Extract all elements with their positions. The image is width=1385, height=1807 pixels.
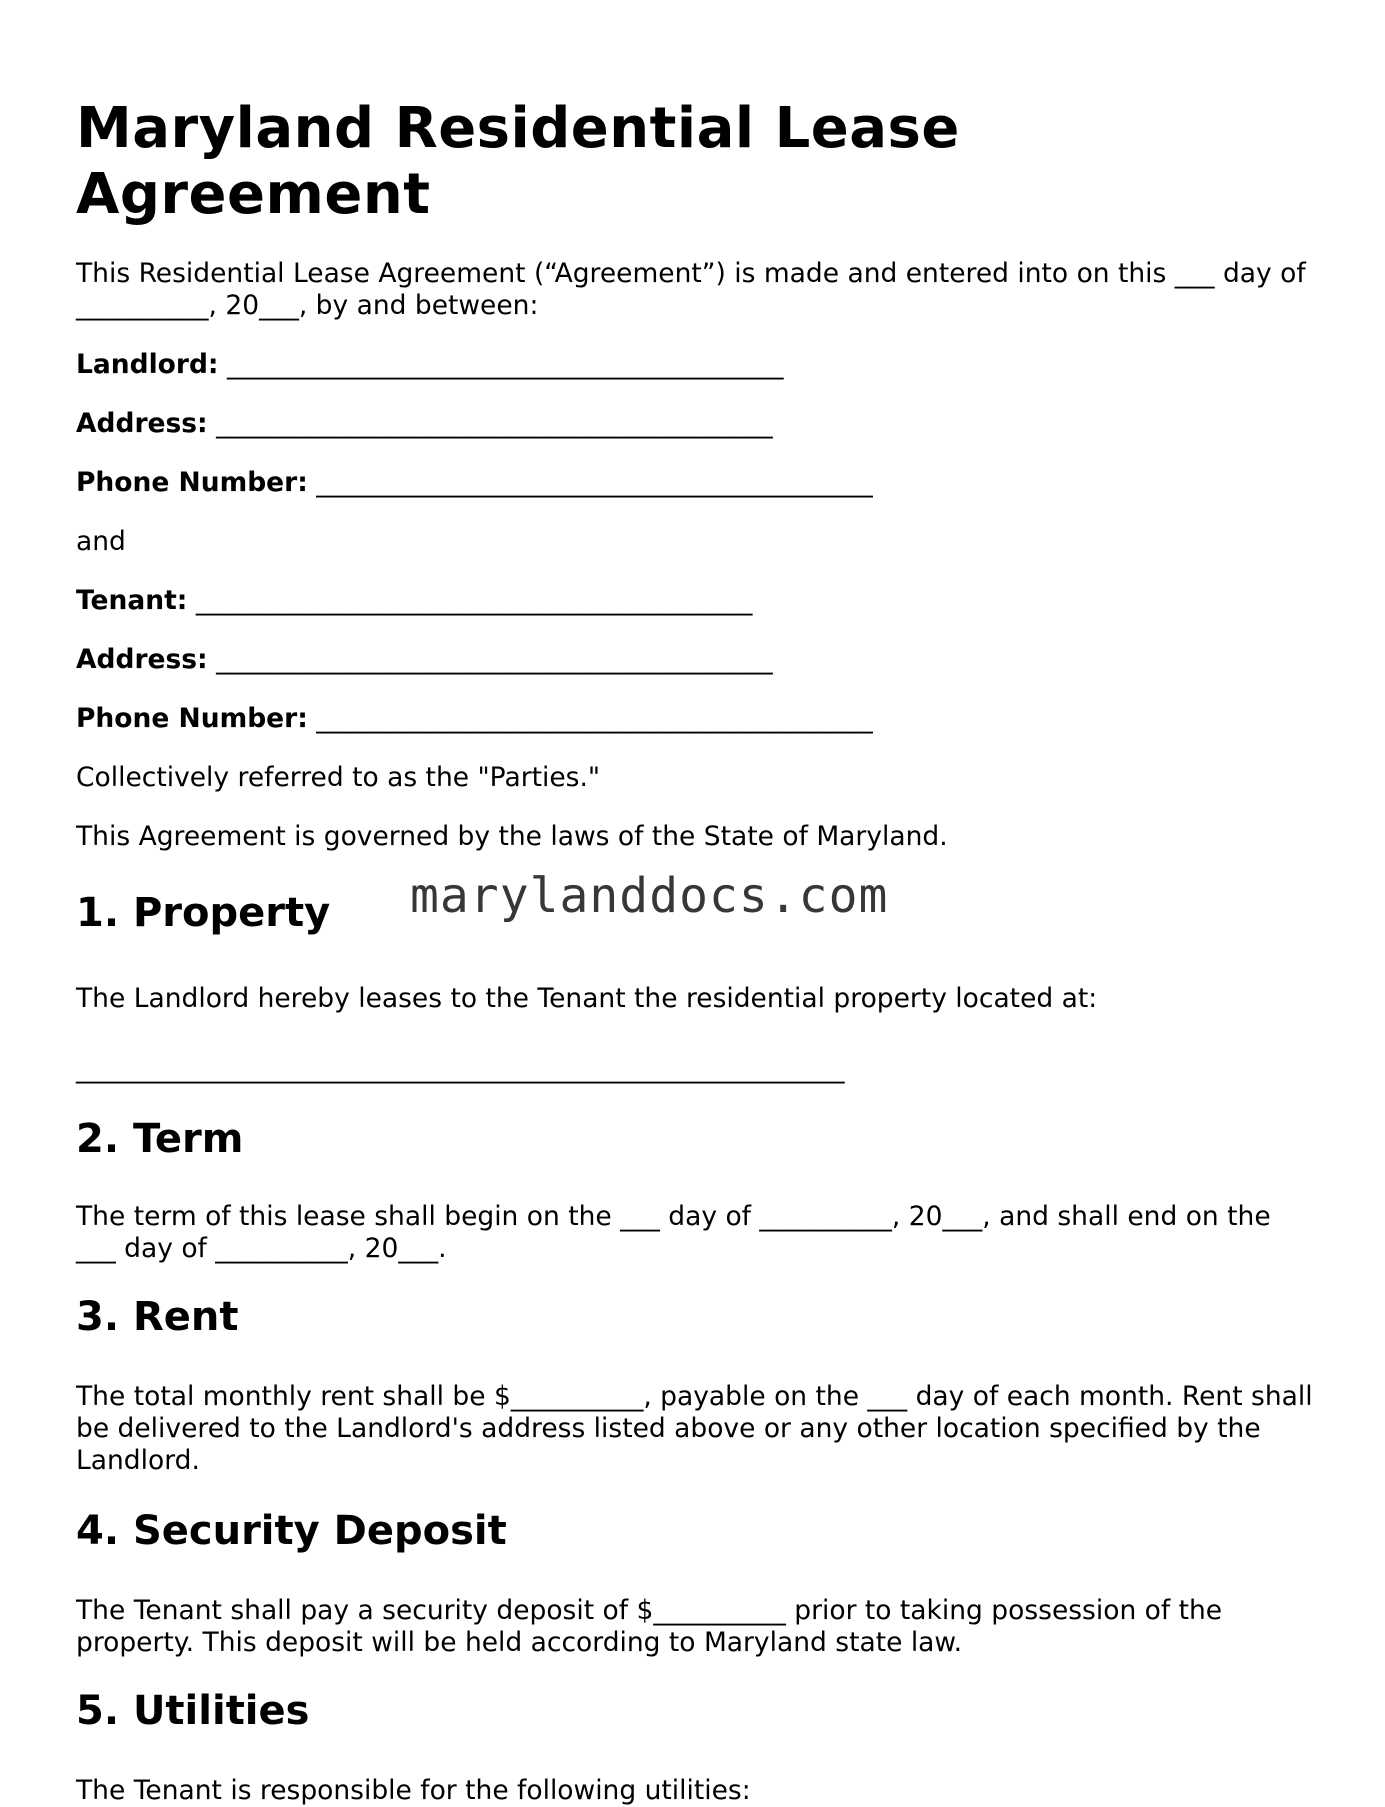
tenant-address-field bbox=[76, 644, 1316, 676]
landlord-phone-blank[interactable]: __________________________________________ bbox=[316, 467, 873, 498]
tenant-phone-label: Phone Number: bbox=[76, 703, 308, 734]
landlord-name-blank[interactable]: __________________________________________ bbox=[226, 349, 784, 380]
landlord-address-blank[interactable]: __________________________________________ bbox=[216, 408, 773, 439]
section-text-rent: The total monthly rent shall be $__________, payable on the ___ day of each month. Rent shall be delivered to the Landlord's address listed above or any other location specified by the Landlord. bbox=[76, 1381, 1313, 1476]
property-address-blank[interactable]: __________________________________________________________ bbox=[76, 1053, 845, 1084]
landlord-address-label: Address: bbox=[76, 408, 208, 439]
tenant-name-field bbox=[76, 585, 1316, 617]
section-heading-term: 2. Term bbox=[76, 1116, 244, 1162]
tenant-phone-blank[interactable]: __________________________________________ bbox=[316, 703, 873, 734]
intro-paragraph: This Residential Lease Agreement (“Agreement”) is made and entered into on this ___ day of __________, 20___, by and between: bbox=[76, 258, 1306, 321]
parties-text: Collectively referred to as the "Parties." bbox=[76, 762, 601, 793]
section-heading-deposit: 4. Security Deposit bbox=[76, 1508, 507, 1554]
governed-text: This Agreement is governed by the laws of the State of Maryland. bbox=[76, 821, 948, 852]
landlord-phone-field bbox=[76, 467, 1316, 499]
document-page bbox=[76, 96, 1316, 1807]
and-text: and bbox=[76, 526, 126, 557]
tenant-address-label: Address: bbox=[76, 644, 208, 675]
section-text-deposit: The Tenant shall pay a security deposit of $__________ prior to taking possession of the property. This deposit will be held according to Maryland state law. bbox=[76, 1595, 1223, 1658]
section-heading-rent: 3. Rent bbox=[76, 1294, 239, 1340]
section-heading-utilities: 5. Utilities bbox=[76, 1688, 310, 1734]
tenant-name-blank[interactable]: __________________________________________ bbox=[195, 585, 753, 616]
section-text-term: The term of this lease shall begin on the ___ day of __________, 20___, and shall end on the ___ day of __________, 20___. bbox=[76, 1201, 1271, 1264]
watermark-text: marylanddocs.com bbox=[410, 868, 889, 924]
landlord-name-field bbox=[76, 349, 1316, 381]
landlord-address-field bbox=[76, 408, 1316, 440]
landlord-name-label: Landlord: bbox=[76, 349, 219, 380]
section-text-property: The Landlord hereby leases to the Tenant the residential property located at: bbox=[76, 983, 1098, 1014]
document-title: Maryland Residential Lease Agreement bbox=[76, 96, 960, 227]
section-text-utilities: The Tenant is responsible for the following utilities: bbox=[76, 1775, 751, 1806]
tenant-name-label: Tenant: bbox=[76, 585, 188, 616]
section-heading-property: 1. Property bbox=[76, 890, 331, 936]
landlord-phone-label: Phone Number: bbox=[76, 467, 308, 498]
tenant-address-blank[interactable]: __________________________________________ bbox=[216, 644, 773, 675]
tenant-phone-field bbox=[76, 703, 1316, 735]
